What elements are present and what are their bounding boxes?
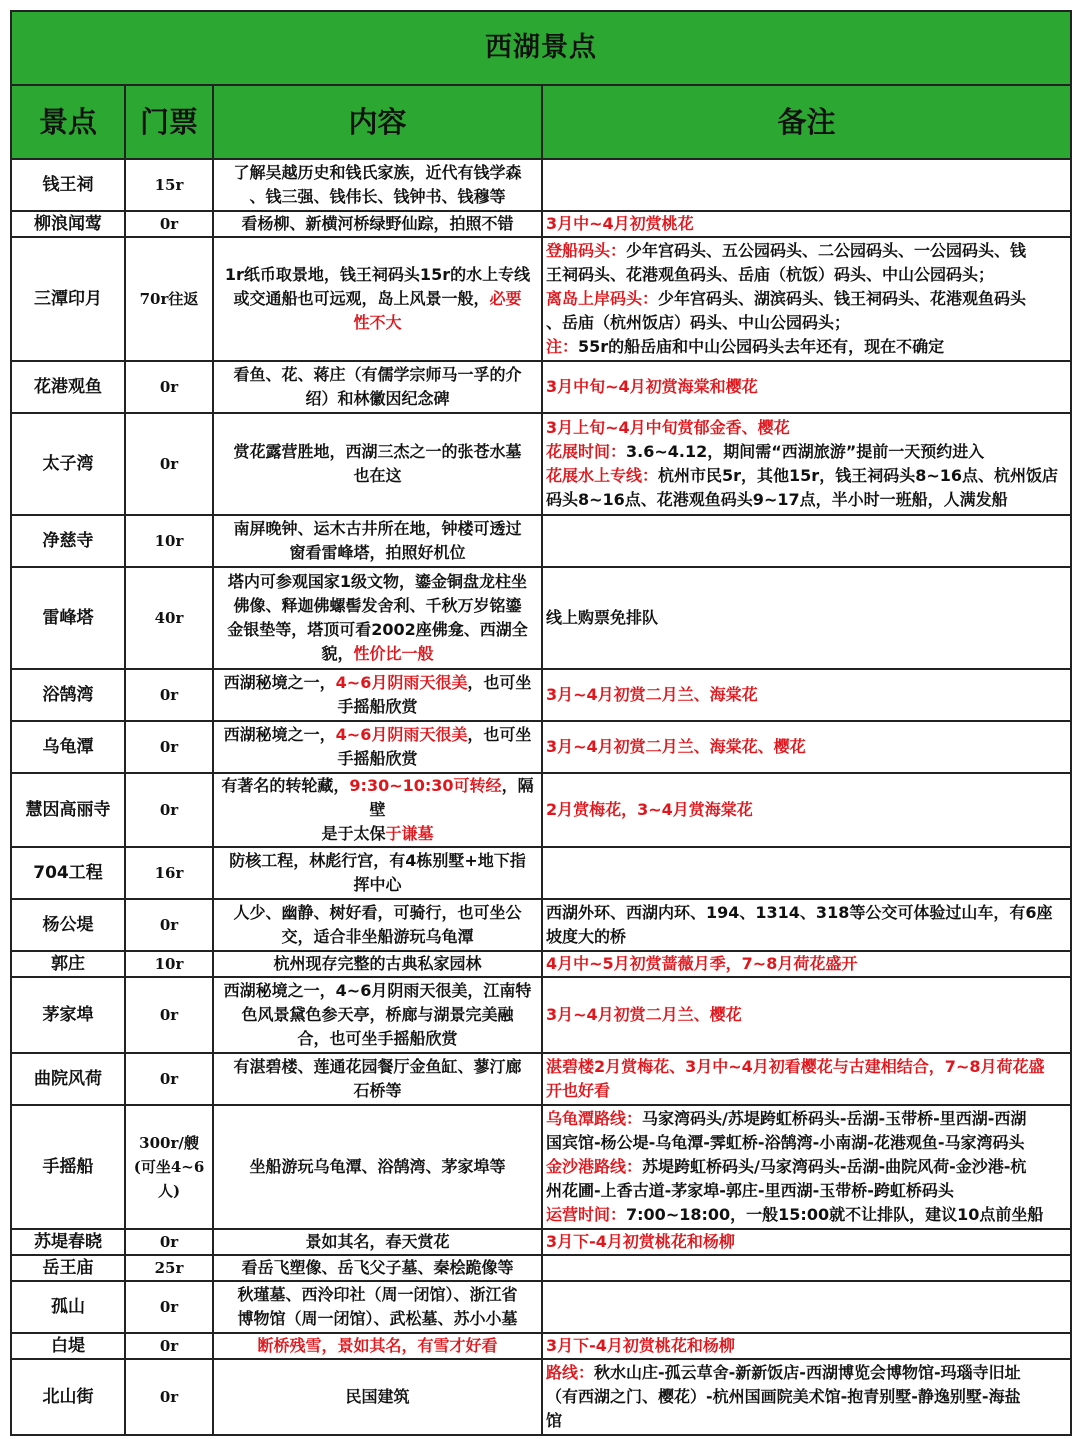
text-line <box>546 901 1066 925</box>
text-line <box>218 901 537 925</box>
text-line <box>546 416 1066 440</box>
table-row <box>11 1105 1071 1229</box>
cell-ticket-price: 0r <box>125 211 213 237</box>
cell-note <box>542 1255 1071 1281</box>
text-segment: ，也可坐 <box>467 725 532 744</box>
spreadsheet <box>10 10 1070 1436</box>
cell-note <box>542 1281 1071 1333</box>
text-line <box>218 464 537 488</box>
table-row <box>11 237 1071 361</box>
text-line <box>546 1179 1066 1203</box>
cell-note <box>542 773 1071 847</box>
cell-content <box>213 413 542 515</box>
text-segment: 州花圃-上香古道-茅家埠-郭庄-里西湖-玉带桥-跨虹桥码头 <box>546 1181 954 1200</box>
text-line <box>546 440 1066 464</box>
text-segment: 了解吴越历史和钱氏家族，近代有钱学森 <box>233 163 522 182</box>
table-row <box>11 1229 1071 1255</box>
table-row <box>11 515 1071 567</box>
cell-ticket-price: 0r <box>125 1333 213 1359</box>
highlight-text: 断桥残雪，景如其名，有雪才好看 <box>257 1336 498 1355</box>
text-segment: 石桥等 <box>353 1081 402 1100</box>
text-line <box>218 642 537 666</box>
cell-attraction-name: 花港观鱼 <box>11 361 125 413</box>
text-segment: 人少、幽静、树好看，可骑行，也可坐公 <box>233 903 522 922</box>
text-line <box>218 287 537 311</box>
text-line <box>218 979 537 1003</box>
cell-attraction-name: 苏堤春晓 <box>11 1229 125 1255</box>
highlight-text: 4~6月阴雨天很美 <box>335 725 468 744</box>
text-segment: ，隔壁 <box>369 776 534 819</box>
highlight-text: 3月~4月初赏二月兰、樱花 <box>546 1005 742 1024</box>
cell-ticket-price: 70r往返 <box>125 237 213 361</box>
text-segment: 合，也可坐手摇船欣赏 <box>297 1029 458 1048</box>
highlight-text: 金沙港路线： <box>546 1157 643 1176</box>
text-line <box>218 822 537 846</box>
highlight-text: 登船码头： <box>546 241 627 260</box>
text-line <box>218 311 537 335</box>
cell-note <box>542 847 1071 899</box>
cell-attraction-name: 岳王庙 <box>11 1255 125 1281</box>
text-line <box>218 1256 537 1280</box>
text-line <box>546 1055 1066 1079</box>
text-line <box>218 1230 537 1254</box>
text-line <box>546 287 1066 311</box>
text-segment: 码头8~16点、花港观鱼码头9~17点，半小时一班船，人满发船 <box>546 490 1008 509</box>
text-segment: 馆 <box>546 1411 563 1430</box>
header-content: 内容 <box>213 85 542 159</box>
cell-content <box>213 159 542 211</box>
text-segment: 马家湾码头/苏堤跨虹桥码头-岳湖-玉带桥-里西湖-西湖 <box>642 1109 1027 1128</box>
cell-content <box>213 1359 542 1435</box>
text-line <box>546 1409 1066 1433</box>
highlight-text: 花展水上专线： <box>546 466 659 485</box>
text-segment: 、岳庙（杭州饭店）码头、中山公园码头； <box>546 313 851 332</box>
text-segment: 少年宫码头、湖滨码头、钱王祠码头、花港观鱼码头 <box>658 289 1027 308</box>
text-segment: 秋水山庄-孤云草舍-新新饭店-西湖博览会博物馆-玛瑙寺旧址 <box>594 1363 1021 1382</box>
text-segment: 看鱼、花、蒋庄（有儒学宗师马一孚的介 <box>233 365 522 384</box>
text-segment: 佛像、释迦佛螺髻发舍利、千秋万岁铭鎏 <box>233 596 522 615</box>
text-segment: 坐船游玩乌龟潭、浴鹄湾、茅家埠等 <box>249 1157 506 1176</box>
cell-note <box>542 515 1071 567</box>
cell-content <box>213 515 542 567</box>
cell-attraction-name: 郭庄 <box>11 951 125 977</box>
text-segment: 金银垫等，塔顶可看2002座佛龛、西湖全 <box>227 620 528 639</box>
text-line <box>546 212 1066 236</box>
highlight-text: 花展时间： <box>546 442 627 461</box>
highlight-text: 注： <box>546 337 579 356</box>
text-line <box>218 1027 537 1051</box>
cell-ticket-price: 0r <box>125 1053 213 1105</box>
highlight-text: 3月中~4月初赏桃花 <box>546 214 694 233</box>
table-row <box>11 1053 1071 1105</box>
text-segment: 景如其名，春天赏花 <box>305 1232 450 1251</box>
cell-ticket-price: 0r <box>125 361 213 413</box>
text-segment: 3.6~4.12，期间需“西湖旅游”提前一天预约进入 <box>626 442 985 461</box>
highlight-text: 运营时间： <box>546 1205 627 1224</box>
text-segment: ，也可坐 <box>467 673 532 692</box>
text-segment: 国宾馆-杨公堤-乌龟潭-霁虹桥-浴鹄湾-小南湖-花港观鱼-马家湾码头 <box>546 1133 1025 1152</box>
text-line <box>218 212 537 236</box>
cell-attraction-name: 柳浪闻莺 <box>11 211 125 237</box>
text-line <box>218 185 537 209</box>
cell-attraction-name: 杨公堤 <box>11 899 125 951</box>
cell-note <box>542 361 1071 413</box>
table-row <box>11 847 1071 899</box>
text-segment: 赏花露营胜地，西湖三杰之一的张苍水墓 <box>233 442 522 461</box>
cell-note <box>542 413 1071 515</box>
highlight-text: 乌龟潭路线： <box>546 1109 643 1128</box>
highlight-text: 3月~4月初赏二月兰、海棠花、樱花 <box>546 737 806 756</box>
text-line <box>218 1055 537 1079</box>
cell-ticket-price: 0r <box>125 1359 213 1435</box>
text-line <box>218 1155 537 1179</box>
text-line <box>218 387 537 411</box>
cell-content <box>213 237 542 361</box>
cell-content <box>213 899 542 951</box>
highlight-text: 性价比一般 <box>353 644 434 663</box>
text-segment: 杭州现存完整的古典私家园林 <box>273 954 482 973</box>
cell-ticket-price: 16r <box>125 847 213 899</box>
text-segment: 挥中心 <box>353 875 402 894</box>
table-title: 西湖景点 <box>11 11 1071 85</box>
text-segment: 1r纸币取景地，钱王祠码头15r的水上专线 <box>224 265 531 284</box>
text-line <box>546 798 1066 822</box>
text-line <box>546 335 1066 359</box>
text-segment: 看杨柳、新横河桥绿野仙踪，拍照不错 <box>241 214 514 233</box>
cell-note <box>542 721 1071 773</box>
highlight-text: 9:30~10:30可转经 <box>349 776 502 795</box>
table-row <box>11 669 1071 721</box>
cell-note <box>542 159 1071 211</box>
table-row <box>11 899 1071 951</box>
text-segment: 西湖秘境之一，4~6月阴雨天很美，江南特 <box>223 981 532 1000</box>
text-segment: 少年宫码头、五公园码头、二公园码头、一公园码头、钱 <box>626 241 1027 260</box>
cell-ticket-price: 0r <box>125 721 213 773</box>
cell-ticket-price: 0r <box>125 977 213 1053</box>
cell-attraction-name: 净慈寺 <box>11 515 125 567</box>
cell-attraction-name: 北山街 <box>11 1359 125 1435</box>
text-line <box>218 161 537 185</box>
table-row <box>11 1359 1071 1435</box>
text-line <box>546 683 1066 707</box>
text-segment: 坡度大的桥 <box>546 927 627 946</box>
cell-attraction-name: 乌龟潭 <box>11 721 125 773</box>
text-line <box>218 517 537 541</box>
highlight-text: 3月下-4月初赏桃花和杨柳 <box>546 1232 735 1251</box>
text-segment: 王祠码头、花港观鱼码头、岳庙（杭饭）码头、中山公园码头； <box>546 265 995 284</box>
text-line <box>218 925 537 949</box>
text-segment: 貌， <box>321 644 354 663</box>
text-segment: 绍）和林徽因纪念碑 <box>305 389 450 408</box>
table-row <box>11 951 1071 977</box>
cell-note <box>542 1333 1071 1359</box>
header-name: 景点 <box>11 85 125 159</box>
cell-attraction-name: 慧因高丽寺 <box>11 773 125 847</box>
cell-attraction-name: 三潭印月 <box>11 237 125 361</box>
text-line <box>218 747 537 771</box>
highlight-text: 性不大 <box>353 313 402 332</box>
text-segment: 博物馆（周一闭馆）、武松墓、苏小小墓 <box>237 1309 518 1328</box>
text-line <box>546 1230 1066 1254</box>
cell-note <box>542 977 1071 1053</box>
text-segment: 有著名的转轮藏， <box>221 776 350 795</box>
cell-ticket-price: 25r <box>125 1255 213 1281</box>
cell-content <box>213 977 542 1053</box>
table-row <box>11 413 1071 515</box>
text-line <box>218 1079 537 1103</box>
text-line <box>218 774 537 822</box>
cell-content <box>213 1333 542 1359</box>
cell-content <box>213 773 542 847</box>
text-segment: 看岳飞塑像、岳飞父子墓、秦桧跪像等 <box>241 1258 514 1277</box>
table-row <box>11 1281 1071 1333</box>
text-segment: 民国建筑 <box>345 1387 410 1406</box>
text-line <box>546 1385 1066 1409</box>
table-row <box>11 159 1071 211</box>
table-row <box>11 721 1071 773</box>
cell-note <box>542 899 1071 951</box>
text-line <box>218 363 537 387</box>
table-row <box>11 773 1071 847</box>
text-segment: 有湛碧楼、莲通花园餐厅金鱼缸、蓼汀廊 <box>233 1057 522 1076</box>
table-row <box>11 361 1071 413</box>
text-line <box>546 375 1066 399</box>
text-segment: 杭州市民5r，其他15r，钱王祠码头8~16点、杭州饭店 <box>658 466 1059 485</box>
highlight-text: 3月中旬~4月初赏海棠和樱花 <box>546 377 758 396</box>
text-segment: 手摇船欣赏 <box>337 697 418 716</box>
highlight-text: 4~6月阴雨天很美 <box>335 673 468 692</box>
text-segment: 秋瑾墓、西泠印社（周一闭馆）、浙江省 <box>237 1285 518 1304</box>
cell-content <box>213 1229 542 1255</box>
text-line <box>218 873 537 897</box>
text-line <box>218 671 537 695</box>
text-line <box>546 1079 1066 1103</box>
text-segment: 交，适合非坐船游玩乌龟潭 <box>281 927 474 946</box>
cell-ticket-price: 10r <box>125 515 213 567</box>
table-row <box>11 977 1071 1053</box>
table-row <box>11 567 1071 669</box>
cell-ticket-price: 0r <box>125 773 213 847</box>
text-line <box>218 1283 537 1307</box>
cell-note <box>542 1105 1071 1229</box>
cell-ticket-price: 15r <box>125 159 213 211</box>
text-line <box>546 606 1066 630</box>
cell-ticket-price: 0r <box>125 413 213 515</box>
text-segment: 是于太保 <box>321 824 386 843</box>
highlight-text: 4月中~5月初赏蔷薇月季，7~8月荷花盛开 <box>546 954 858 973</box>
text-line <box>218 440 537 464</box>
text-segment: 西湖秘境之一， <box>223 725 336 744</box>
text-segment: 色风景黛色参天亭，桥廊与湖景完美融 <box>241 1005 514 1024</box>
highlight-text: 3月上旬~4月中旬赏郁金香、樱花 <box>546 418 790 437</box>
text-line <box>546 239 1066 263</box>
text-segment: 南屏晚钟、运木古井所在地，钟楼可透过 <box>233 519 522 538</box>
text-segment: 55r的船岳庙和中山公园码头去年还有，现在不确定 <box>578 337 945 356</box>
text-line <box>546 1361 1066 1385</box>
highlight-text: 路线： <box>546 1363 595 1382</box>
text-segment: 苏堤跨虹桥码头/马家湾码头-岳湖-曲院风荷-金沙港-杭 <box>642 1157 1027 1176</box>
cell-content <box>213 211 542 237</box>
cell-note <box>542 211 1071 237</box>
text-segment: 塔内可参观国家1级文物，鎏金铜盘龙柱坐 <box>227 572 528 591</box>
text-line <box>218 263 537 287</box>
text-line <box>546 952 1066 976</box>
cell-attraction-name: 钱王祠 <box>11 159 125 211</box>
text-line <box>218 541 537 565</box>
highlight-text: 湛碧楼2月赏梅花、3月中~4月初看樱花与古建相结合，7~8月荷花盛 <box>546 1057 1045 1076</box>
text-line <box>218 594 537 618</box>
highlight-text: 必要 <box>489 289 522 308</box>
cell-content <box>213 721 542 773</box>
header-row <box>11 85 1071 159</box>
text-segment: 窗看雷峰塔，拍照好机位 <box>289 543 466 562</box>
cell-attraction-name: 浴鹄湾 <box>11 669 125 721</box>
text-segment: 防核工程，林彪行宫，有4栋别墅+地下指 <box>229 851 526 870</box>
text-line <box>546 488 1066 512</box>
cell-attraction-name: 茅家埠 <box>11 977 125 1053</box>
cell-content <box>213 1255 542 1281</box>
cell-content <box>213 1053 542 1105</box>
cell-note <box>542 951 1071 977</box>
text-line <box>546 1155 1066 1179</box>
text-line <box>218 1003 537 1027</box>
highlight-text: 2月赏梅花，3~4月赏海棠花 <box>546 800 753 819</box>
text-line <box>546 1107 1066 1131</box>
text-line <box>218 695 537 719</box>
highlight-text: 离岛上岸码头： <box>546 289 659 308</box>
text-line <box>218 849 537 873</box>
cell-content <box>213 847 542 899</box>
cell-ticket-price: 0r <box>125 1229 213 1255</box>
cell-content <box>213 567 542 669</box>
text-line <box>546 735 1066 759</box>
highlight-text: 3月~4月初赏二月兰、海棠花 <box>546 685 758 704</box>
cell-attraction-name: 雷峰塔 <box>11 567 125 669</box>
table-row <box>11 1255 1071 1281</box>
text-line <box>546 1131 1066 1155</box>
highlight-text: 开也好看 <box>546 1081 611 1100</box>
cell-ticket-price: 0r <box>125 1281 213 1333</box>
cell-attraction-name: 孤山 <box>11 1281 125 1333</box>
header-ticket: 门票 <box>125 85 213 159</box>
cell-attraction-name: 704工程 <box>11 847 125 899</box>
text-segment: 手摇船欣赏 <box>337 749 418 768</box>
cell-ticket-price: 40r <box>125 567 213 669</box>
text-line <box>546 311 1066 335</box>
text-line <box>546 925 1066 949</box>
cell-note <box>542 1359 1071 1435</box>
highlight-text: 3月下-4月初赏桃花和杨柳 <box>546 1336 735 1355</box>
text-segment: 西湖秘境之一， <box>223 673 336 692</box>
text-line <box>218 723 537 747</box>
cell-content <box>213 1105 542 1229</box>
cell-content <box>213 361 542 413</box>
text-line <box>546 464 1066 488</box>
cell-content <box>213 951 542 977</box>
header-note: 备注 <box>542 85 1071 159</box>
text-line <box>218 1385 537 1409</box>
cell-note <box>542 1229 1071 1255</box>
cell-content <box>213 1281 542 1333</box>
text-segment: 也在这 <box>353 466 402 485</box>
cell-attraction-name: 白堤 <box>11 1333 125 1359</box>
cell-note <box>542 669 1071 721</box>
text-segment: 7:00~18:00，一般15:00就不让排队，建议10点前坐船 <box>626 1205 1044 1224</box>
text-line <box>218 952 537 976</box>
text-line <box>218 1307 537 1331</box>
text-line <box>546 263 1066 287</box>
text-line <box>546 1334 1066 1358</box>
text-line <box>218 618 537 642</box>
text-segment: 西湖外环、西湖内环、194、1314、318等公交可体验过山车，有6座 <box>546 903 1053 922</box>
title-row <box>11 11 1071 85</box>
cell-attraction-name: 手摇船 <box>11 1105 125 1229</box>
cell-ticket-price: 0r <box>125 899 213 951</box>
cell-ticket-price: 300r/艘(可坐4~6人) <box>125 1105 213 1229</box>
text-line <box>218 570 537 594</box>
cell-note <box>542 567 1071 669</box>
text-segment: 、钱三强、钱伟长、钱钟书、钱穆等 <box>249 187 506 206</box>
cell-note <box>542 1053 1071 1105</box>
attractions-table <box>10 10 1072 1436</box>
cell-note <box>542 237 1071 361</box>
cell-ticket-price: 0r <box>125 669 213 721</box>
text-segment: 线上购票免排队 <box>546 608 659 627</box>
text-line <box>218 1334 537 1358</box>
cell-content <box>213 669 542 721</box>
highlight-text: 于谦墓 <box>385 824 434 843</box>
cell-attraction-name: 曲院风荷 <box>11 1053 125 1105</box>
table-body <box>11 159 1071 1435</box>
text-segment: （有西湖之门、樱花）-杭州国画院美术馆-抱青别墅-静逸别墅-海盐 <box>546 1387 1021 1406</box>
text-line <box>546 1203 1066 1227</box>
text-segment: 或交通船也可远观，岛上风景一般， <box>233 289 490 308</box>
table-row <box>11 1333 1071 1359</box>
cell-ticket-price: 10r <box>125 951 213 977</box>
text-line <box>546 1003 1066 1027</box>
cell-attraction-name: 太子湾 <box>11 413 125 515</box>
table-row <box>11 211 1071 237</box>
